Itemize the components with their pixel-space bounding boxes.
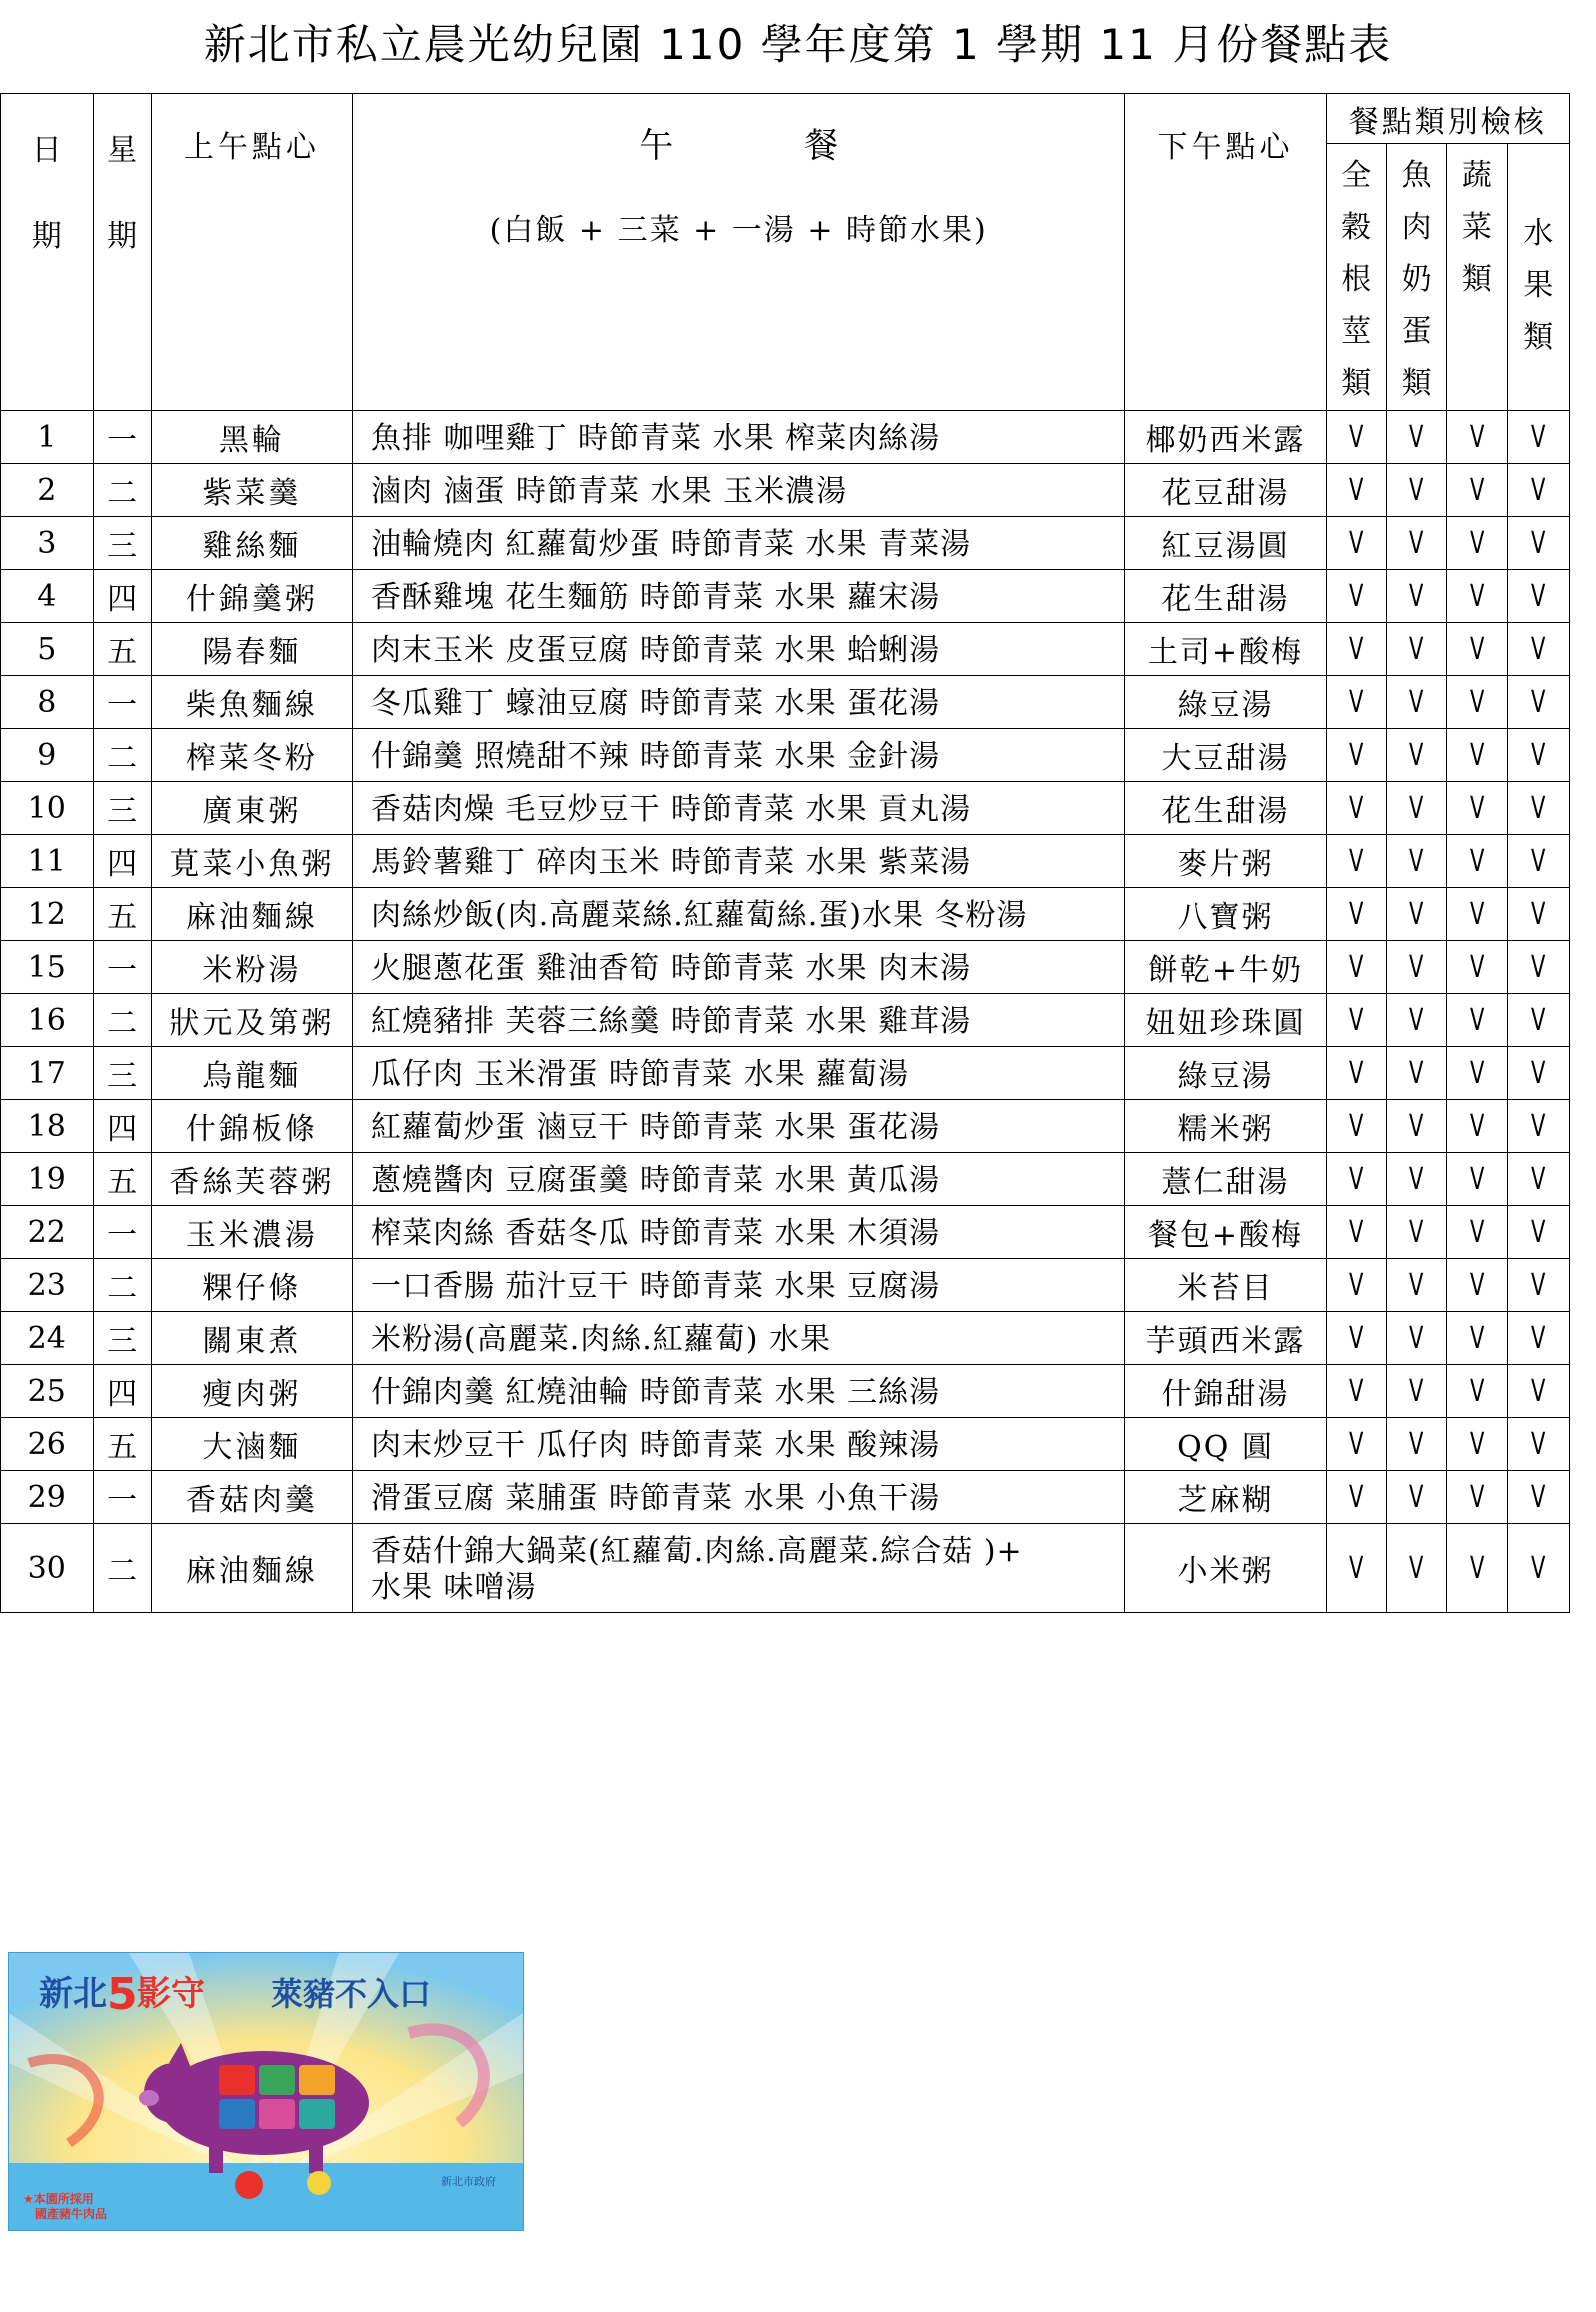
cell-lunch xyxy=(352,994,1124,1047)
lunch-line: 香菇肉燥 毛豆炒豆干 時節青菜 水果 貢丸湯 xyxy=(370,792,972,827)
cell-morning-snack: 大滷麵 xyxy=(151,1418,352,1471)
header-check-label: 魚肉奶蛋類 xyxy=(1401,158,1432,401)
cell-morning-snack: 烏龍麵 xyxy=(151,1047,352,1100)
cell-morning-snack: 玉米濃湯 xyxy=(151,1206,352,1259)
lunch-line: 肉末炒豆干 瓜仔肉 時節青菜 水果 酸辣湯 xyxy=(370,1428,941,1463)
poster-headline-b: 影守 xyxy=(137,1974,205,2014)
cell-morning-snack: 什錦板條 xyxy=(151,1100,352,1153)
check-mark: V xyxy=(1456,1312,1498,1365)
cell-weekday: 四 xyxy=(93,1365,151,1418)
lunch-line: 馬鈴薯雞丁 碎肉玉米 時節青菜 水果 紫菜湯 xyxy=(370,845,972,880)
cell-weekday: 二 xyxy=(93,729,151,782)
check-mark: V xyxy=(1456,1418,1498,1471)
check-mark: V xyxy=(1335,888,1377,941)
cell-afternoon-snack: 麥片粥 xyxy=(1125,835,1326,888)
cell-day: 26 xyxy=(1,1418,94,1471)
cell-weekday: 三 xyxy=(93,782,151,835)
header-morning-snack: 上午點心 xyxy=(151,94,352,411)
header-check-vegetable xyxy=(1447,144,1507,411)
cell-day: 23 xyxy=(1,1259,94,1312)
cell-morning-snack: 雞絲麵 xyxy=(151,517,352,570)
check-mark: V xyxy=(1335,517,1377,570)
cell-day: 16 xyxy=(1,994,94,1047)
cell-weekday: 四 xyxy=(93,570,151,623)
lunch-line: 冬瓜雞丁 蠔油豆腐 時節青菜 水果 蛋花湯 xyxy=(370,686,941,721)
lunch-line: 蔥燒醬肉 豆腐蛋羹 時節青菜 水果 黃瓜湯 xyxy=(370,1163,941,1198)
cell-morning-snack: 柴魚麵線 xyxy=(151,676,352,729)
check-mark: V xyxy=(1516,1153,1560,1206)
check-mark: V xyxy=(1456,676,1498,729)
cell-weekday: 三 xyxy=(93,517,151,570)
menu-table xyxy=(0,93,1570,1613)
lunch-line: 紅燒豬排 芙蓉三絲羹 時節青菜 水果 雞茸湯 xyxy=(370,1004,972,1039)
check-mark: V xyxy=(1516,835,1560,888)
check-mark: V xyxy=(1516,729,1560,782)
cell-weekday: 三 xyxy=(93,1312,151,1365)
header-lunch xyxy=(352,94,1124,411)
cell-lunch xyxy=(352,1153,1124,1206)
cell-day: 22 xyxy=(1,1206,94,1259)
check-mark: V xyxy=(1335,1365,1377,1418)
check-mark: V xyxy=(1516,941,1560,994)
cell-day: 1 xyxy=(1,411,94,464)
check-mark: V xyxy=(1335,835,1377,888)
cell-day: 5 xyxy=(1,623,94,676)
header-check-protein xyxy=(1386,144,1446,411)
header-check-fruit xyxy=(1507,144,1569,411)
cell-morning-snack: 什錦羹粥 xyxy=(151,570,352,623)
header-check-group: 餐點類別檢核 xyxy=(1326,94,1569,144)
table-row xyxy=(1,1100,1570,1153)
check-mark: V xyxy=(1395,835,1437,888)
cell-afternoon-snack: 什錦甜湯 xyxy=(1125,1365,1326,1418)
table-row xyxy=(1,782,1570,835)
check-mark: V xyxy=(1516,1047,1560,1100)
lunch-line: 什錦肉羹 紅燒油輪 時節青菜 水果 三絲湯 xyxy=(370,1375,941,1410)
cell-day: 4 xyxy=(1,570,94,623)
cell-weekday: 三 xyxy=(93,1047,151,1100)
cell-weekday: 五 xyxy=(93,623,151,676)
table-row xyxy=(1,941,1570,994)
table-row xyxy=(1,570,1570,623)
check-mark: V xyxy=(1456,888,1498,941)
cell-afternoon-snack: 紅豆湯圓 xyxy=(1125,517,1326,570)
check-mark: V xyxy=(1335,1100,1377,1153)
check-mark: V xyxy=(1516,888,1560,941)
cell-afternoon-snack: QQ 圓 xyxy=(1125,1418,1326,1471)
cell-lunch xyxy=(352,782,1124,835)
check-mark: V xyxy=(1516,782,1560,835)
poster-art xyxy=(9,1953,523,2230)
check-mark: V xyxy=(1335,1312,1377,1365)
cell-afternoon-snack: 花生甜湯 xyxy=(1125,782,1326,835)
cell-day: 9 xyxy=(1,729,94,782)
check-mark: V xyxy=(1335,1047,1377,1100)
poster-footer-1: ★本園所採用 xyxy=(23,2192,94,2206)
cell-afternoon-snack: 花豆甜湯 xyxy=(1125,464,1326,517)
cell-lunch xyxy=(352,941,1124,994)
cell-day: 12 xyxy=(1,888,94,941)
table-row xyxy=(1,1471,1570,1524)
check-mark: V xyxy=(1516,1524,1560,1613)
header-check-label: 全穀根莖類 xyxy=(1341,158,1372,401)
check-mark: V xyxy=(1395,1418,1437,1471)
check-mark: V xyxy=(1456,623,1498,676)
check-mark: V xyxy=(1335,782,1377,835)
cell-day: 11 xyxy=(1,835,94,888)
check-mark: V xyxy=(1516,570,1560,623)
cell-morning-snack: 瘦肉粥 xyxy=(151,1365,352,1418)
table-row xyxy=(1,1259,1570,1312)
check-mark: V xyxy=(1516,1365,1560,1418)
check-mark: V xyxy=(1456,782,1498,835)
table-row xyxy=(1,1365,1570,1418)
cell-lunch xyxy=(352,623,1124,676)
header-row-1 xyxy=(1,94,1570,144)
check-mark: V xyxy=(1395,411,1437,464)
lunch-line: 魚排 咖哩雞丁 時節青菜 水果 榨菜肉絲湯 xyxy=(370,421,941,456)
cell-day: 8 xyxy=(1,676,94,729)
check-mark: V xyxy=(1335,570,1377,623)
check-mark: V xyxy=(1395,676,1437,729)
cell-afternoon-snack: 八寶粥 xyxy=(1125,888,1326,941)
check-mark: V xyxy=(1395,1259,1437,1312)
check-mark: V xyxy=(1395,623,1437,676)
check-mark: V xyxy=(1335,1524,1377,1613)
check-mark: V xyxy=(1335,411,1377,464)
cell-day: 10 xyxy=(1,782,94,835)
cell-morning-snack: 麻油麵線 xyxy=(151,1524,352,1613)
cell-day: 30 xyxy=(1,1524,94,1613)
cell-morning-snack: 香絲芙蓉粥 xyxy=(151,1153,352,1206)
cell-weekday: 一 xyxy=(93,941,151,994)
lunch-line: 滷肉 滷蛋 時節青菜 水果 玉米濃湯 xyxy=(370,474,848,509)
check-mark: V xyxy=(1516,1259,1560,1312)
cell-morning-snack: 粿仔條 xyxy=(151,1259,352,1312)
check-mark: V xyxy=(1516,464,1560,517)
check-mark: V xyxy=(1335,676,1377,729)
check-mark: V xyxy=(1516,1418,1560,1471)
check-mark: V xyxy=(1456,1365,1498,1418)
lunch-line: 米粉湯(高麗菜.肉絲.紅蘿蔔) 水果 xyxy=(370,1322,832,1357)
cell-weekday: 二 xyxy=(93,994,151,1047)
cell-lunch xyxy=(352,517,1124,570)
poster-bowl-icon xyxy=(235,2171,263,2199)
check-mark: V xyxy=(1516,994,1560,1047)
cell-day: 29 xyxy=(1,1471,94,1524)
check-mark: V xyxy=(1395,1524,1437,1613)
cell-lunch xyxy=(352,1206,1124,1259)
cell-weekday: 一 xyxy=(93,411,151,464)
cell-afternoon-snack: 芋頭西米露 xyxy=(1125,1312,1326,1365)
check-mark: V xyxy=(1395,1365,1437,1418)
check-mark: V xyxy=(1395,1206,1437,1259)
table-row xyxy=(1,676,1570,729)
cell-lunch xyxy=(352,676,1124,729)
cell-weekday: 二 xyxy=(93,1524,151,1613)
table-row xyxy=(1,411,1570,464)
check-mark: V xyxy=(1395,941,1437,994)
cell-day: 18 xyxy=(1,1100,94,1153)
check-mark: V xyxy=(1335,1206,1377,1259)
check-mark: V xyxy=(1395,888,1437,941)
check-mark: V xyxy=(1456,570,1498,623)
cell-day: 25 xyxy=(1,1365,94,1418)
cell-lunch xyxy=(352,1471,1124,1524)
check-mark: V xyxy=(1456,1100,1498,1153)
cell-weekday: 二 xyxy=(93,1259,151,1312)
table-row xyxy=(1,994,1570,1047)
cell-afternoon-snack: 綠豆湯 xyxy=(1125,676,1326,729)
cell-morning-snack: 米粉湯 xyxy=(151,941,352,994)
cell-lunch xyxy=(352,570,1124,623)
table-row xyxy=(1,1206,1570,1259)
cell-weekday: 五 xyxy=(93,888,151,941)
header-lunch-label: 午 餐 xyxy=(639,126,899,166)
check-mark: V xyxy=(1456,464,1498,517)
cell-afternoon-snack: 小米粥 xyxy=(1125,1524,1326,1613)
lunch-line: 肉末玉米 皮蛋豆腐 時節青菜 水果 蛤蜊湯 xyxy=(370,633,941,668)
lunch-line: 火腿蔥花蛋 雞油香筍 時節青菜 水果 肉末湯 xyxy=(370,951,972,986)
check-mark: V xyxy=(1335,464,1377,517)
table-row xyxy=(1,1524,1570,1613)
cell-lunch xyxy=(352,835,1124,888)
table-row xyxy=(1,729,1570,782)
poster-headline-c: 萊豬不入口 xyxy=(271,1975,432,2013)
lunch-line: 肉絲炒飯(肉.高麗菜絲.紅蘿蔔絲.蛋)水果 冬粉湯 xyxy=(370,898,1028,933)
check-mark: V xyxy=(1395,994,1437,1047)
check-mark: V xyxy=(1456,1153,1498,1206)
poster-headline-num: 5 xyxy=(107,1969,138,2020)
lunch-line: 紅蘿蔔炒蛋 滷豆干 時節青菜 水果 蛋花湯 xyxy=(370,1110,941,1145)
check-mark: V xyxy=(1456,1206,1498,1259)
check-mark: V xyxy=(1516,676,1560,729)
cell-weekday: 一 xyxy=(93,1206,151,1259)
check-mark: V xyxy=(1335,1471,1377,1524)
check-mark: V xyxy=(1516,623,1560,676)
check-mark: V xyxy=(1516,1471,1560,1524)
check-mark: V xyxy=(1335,941,1377,994)
cell-weekday: 二 xyxy=(93,464,151,517)
cell-afternoon-snack: 妞妞珍珠圓 xyxy=(1125,994,1326,1047)
check-mark: V xyxy=(1516,411,1560,464)
cell-afternoon-snack: 大豆甜湯 xyxy=(1125,729,1326,782)
check-mark: V xyxy=(1335,1153,1377,1206)
lunch-line: 什錦羹 照燒甜不辣 時節青菜 水果 金針湯 xyxy=(370,739,941,774)
cell-weekday: 一 xyxy=(93,1471,151,1524)
cell-lunch xyxy=(352,1312,1124,1365)
table-row xyxy=(1,888,1570,941)
cell-day: 19 xyxy=(1,1153,94,1206)
cell-lunch xyxy=(352,464,1124,517)
lunch-line: 滑蛋豆腐 菜脯蛋 時節青菜 水果 小魚干湯 xyxy=(370,1481,941,1516)
cell-lunch xyxy=(352,1100,1124,1153)
table-row xyxy=(1,1047,1570,1100)
cell-weekday: 五 xyxy=(93,1418,151,1471)
check-mark: V xyxy=(1335,994,1377,1047)
cell-day: 15 xyxy=(1,941,94,994)
header-lunch-note: (白飯 + 三菜 + 一湯 + 時節水果) xyxy=(489,213,988,248)
header-check-grains xyxy=(1326,144,1386,411)
check-mark: V xyxy=(1395,464,1437,517)
poster-footer-2: 國產豬牛肉品 xyxy=(35,2207,108,2221)
check-mark: V xyxy=(1395,1153,1437,1206)
check-mark: V xyxy=(1456,1047,1498,1100)
poster-dish-icon xyxy=(307,2171,331,2195)
check-mark: V xyxy=(1335,729,1377,782)
check-mark: V xyxy=(1516,1100,1560,1153)
check-mark: V xyxy=(1335,1418,1377,1471)
lunch-line: 一口香腸 茄汁豆干 時節青菜 水果 豆腐湯 xyxy=(370,1269,941,1304)
cell-weekday: 一 xyxy=(93,676,151,729)
poster-signature: 新北市政府 xyxy=(441,2175,496,2188)
cell-afternoon-snack: 餐包+酸梅 xyxy=(1125,1206,1326,1259)
check-mark: V xyxy=(1456,517,1498,570)
cell-weekday: 四 xyxy=(93,835,151,888)
check-mark: V xyxy=(1395,1100,1437,1153)
cell-weekday: 五 xyxy=(93,1153,151,1206)
cell-lunch xyxy=(352,729,1124,782)
cell-lunch xyxy=(352,1418,1124,1471)
table-row xyxy=(1,623,1570,676)
lunch-line: 瓜仔肉 玉米滑蛋 時節青菜 水果 蘿蔔湯 xyxy=(370,1057,910,1092)
cell-day: 24 xyxy=(1,1312,94,1365)
check-mark: V xyxy=(1516,1206,1560,1259)
lunch-line: 香酥雞塊 花生麵筋 時節青菜 水果 蘿宋湯 xyxy=(370,580,941,615)
cell-weekday: 四 xyxy=(93,1100,151,1153)
cell-lunch xyxy=(352,1259,1124,1312)
cell-afternoon-snack: 芝麻糊 xyxy=(1125,1471,1326,1524)
cell-morning-snack: 香菇肉羹 xyxy=(151,1471,352,1524)
cell-afternoon-snack: 餅乾+牛奶 xyxy=(1125,941,1326,994)
check-mark: V xyxy=(1395,1047,1437,1100)
header-check-label: 水果類 xyxy=(1523,216,1554,355)
cell-morning-snack: 陽春麵 xyxy=(151,623,352,676)
cell-afternoon-snack: 椰奶西米露 xyxy=(1125,411,1326,464)
cell-morning-snack: 莧菜小魚粥 xyxy=(151,835,352,888)
check-mark: V xyxy=(1516,1312,1560,1365)
check-mark: V xyxy=(1395,729,1437,782)
cell-afternoon-snack: 土司+酸梅 xyxy=(1125,623,1326,676)
lunch-line: 香菇什錦大鍋菜(紅蘿蔔.肉絲.高麗菜.綜合菇 )+ xyxy=(370,1534,1023,1569)
lunch-line: 水果 味噌湯 xyxy=(370,1570,537,1605)
cell-afternoon-snack: 糯米粥 xyxy=(1125,1100,1326,1153)
cell-day: 3 xyxy=(1,517,94,570)
menu-rows xyxy=(1,411,1570,1613)
check-mark: V xyxy=(1395,1471,1437,1524)
cell-day: 2 xyxy=(1,464,94,517)
check-mark: V xyxy=(1456,941,1498,994)
check-mark: V xyxy=(1395,1312,1437,1365)
check-mark: V xyxy=(1516,517,1560,570)
cell-afternoon-snack: 米苔目 xyxy=(1125,1259,1326,1312)
cell-day: 17 xyxy=(1,1047,94,1100)
check-mark: V xyxy=(1456,1259,1498,1312)
check-mark: V xyxy=(1456,411,1498,464)
cell-morning-snack: 榨菜冬粉 xyxy=(151,729,352,782)
table-row xyxy=(1,517,1570,570)
table-row xyxy=(1,1153,1570,1206)
promo-poster xyxy=(8,1952,524,2231)
cell-morning-snack: 黑輪 xyxy=(151,411,352,464)
table-row xyxy=(1,835,1570,888)
cell-morning-snack: 廣東粥 xyxy=(151,782,352,835)
check-mark: V xyxy=(1395,782,1437,835)
cell-lunch xyxy=(352,1047,1124,1100)
lunch-line: 榨菜肉絲 香菇冬瓜 時節青菜 水果 木須湯 xyxy=(370,1216,941,1251)
check-mark: V xyxy=(1395,570,1437,623)
table-row xyxy=(1,464,1570,517)
check-mark: V xyxy=(1456,835,1498,888)
header-day: 日 期 xyxy=(1,94,94,411)
check-mark: V xyxy=(1456,1471,1498,1524)
header-check-label: 蔬菜類 xyxy=(1461,158,1492,297)
header-weekday: 星 期 xyxy=(93,94,151,411)
table-row xyxy=(1,1312,1570,1365)
cell-morning-snack: 狀元及第粥 xyxy=(151,994,352,1047)
check-mark: V xyxy=(1456,729,1498,782)
table-row xyxy=(1,1418,1570,1471)
cell-lunch xyxy=(352,1524,1124,1613)
check-mark: V xyxy=(1335,623,1377,676)
cell-lunch xyxy=(352,1365,1124,1418)
check-mark: V xyxy=(1456,994,1498,1047)
cell-lunch xyxy=(352,411,1124,464)
lunch-line: 油輪燒肉 紅蘿蔔炒蛋 時節青菜 水果 青菜湯 xyxy=(370,527,972,562)
check-mark: V xyxy=(1456,1524,1498,1613)
header-afternoon-snack: 下午點心 xyxy=(1125,94,1326,411)
check-mark: V xyxy=(1335,1259,1377,1312)
cell-afternoon-snack: 花生甜湯 xyxy=(1125,570,1326,623)
cell-morning-snack: 麻油麵線 xyxy=(151,888,352,941)
cell-lunch xyxy=(352,888,1124,941)
page-title: 新北市私立晨光幼兒園 110 學年度第 1 學期 11 月份餐點表 xyxy=(203,20,1393,69)
cell-morning-snack: 關東煮 xyxy=(151,1312,352,1365)
poster-headline-a: 新北 xyxy=(39,1974,107,2014)
cell-afternoon-snack: 薏仁甜湯 xyxy=(1125,1153,1326,1206)
check-mark: V xyxy=(1395,517,1437,570)
cell-afternoon-snack: 綠豆湯 xyxy=(1125,1047,1326,1100)
cell-morning-snack: 紫菜羹 xyxy=(151,464,352,517)
